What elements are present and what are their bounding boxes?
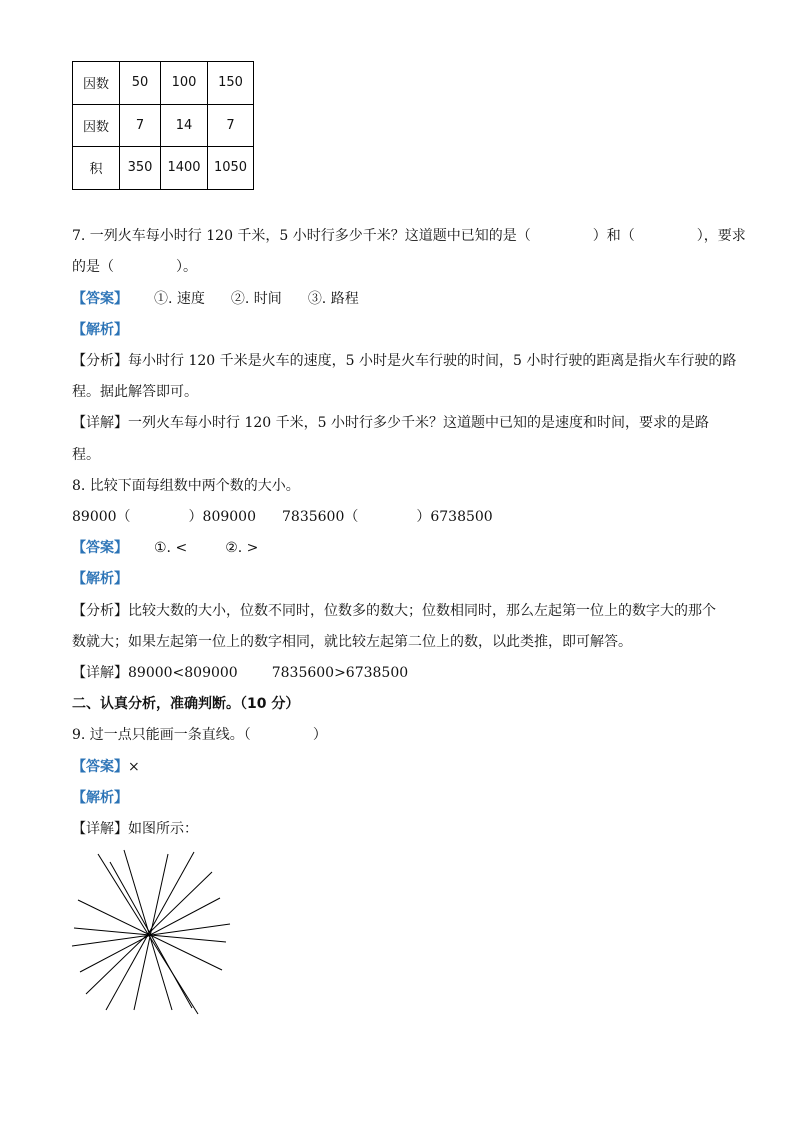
- table-cell: 350: [120, 147, 161, 190]
- q7-question-line2: [72, 258, 732, 276]
- fenxi-text: 程。据此解答即可。: [72, 384, 198, 400]
- analysis-tag: 【解析】: [72, 790, 128, 806]
- q7-question-line1: [72, 227, 746, 245]
- q7-fenxi-line1: [72, 352, 737, 370]
- detail-tag: 【详解】: [72, 665, 128, 681]
- fenxi-text: 每小时行 120 千米是火车的速度，5 小时是火车行驶的时间，5 小时行驶的距离是指火车行驶的路: [128, 353, 737, 369]
- q8-answer: [72, 539, 732, 557]
- q7-text: ）和（: [592, 228, 635, 244]
- answer-item: ③. 路程: [307, 291, 359, 307]
- detail-tag: 【详解】: [72, 821, 128, 837]
- lines-through-point-figure: [70, 848, 240, 1018]
- figure-line: [134, 854, 168, 1010]
- table-row: [73, 62, 254, 105]
- answer-tag: 【答案】: [72, 291, 128, 307]
- detail-text: 7835600>6738500: [271, 665, 409, 681]
- fenxi-text: 数就大；如果左起第一位上的数字相同，就比较左起第二位上的数，以此类推，即可解答。: [72, 634, 632, 650]
- q8-question: [72, 477, 732, 495]
- q8-text: 8. 比较下面每组数中两个数的大小。: [72, 478, 300, 494]
- q7-detail-line1: [72, 414, 732, 432]
- table-row: [73, 147, 254, 190]
- table-cell: 100: [161, 62, 208, 105]
- q8-fenxi-line1: [72, 602, 732, 620]
- q7-text: ），要求: [696, 228, 746, 244]
- q7-analysis: [72, 321, 732, 339]
- q8-text: 7835600（: [282, 509, 359, 525]
- table-cell: 50: [120, 62, 161, 105]
- table-cell: 7: [120, 104, 161, 147]
- section-title: 二、认真分析，准确判断。（10 分）: [72, 696, 300, 712]
- q9-text: ）: [312, 727, 327, 743]
- q8-text: ）809000: [188, 509, 256, 525]
- fenxi-tag: 【分析】: [72, 353, 128, 369]
- q9-question: [72, 726, 732, 744]
- answer-item: ①. <: [154, 540, 188, 556]
- table-cell: 150: [208, 62, 254, 105]
- answer-tag: 【答案】: [72, 540, 128, 556]
- q8-fenxi-line2: [72, 633, 732, 651]
- figure-line: [110, 862, 192, 1008]
- q9-answer: [72, 758, 732, 776]
- answer-item: ②. >: [225, 540, 259, 556]
- q7-detail-line2: [72, 446, 732, 464]
- q8-numbers: [72, 508, 732, 526]
- detail-tag: 【详解】: [72, 415, 128, 431]
- answer-item: ②. 时间: [230, 291, 282, 307]
- q8-analysis: [72, 570, 732, 588]
- table-cell: 1050: [208, 147, 254, 190]
- q7-fenxi-line2: [72, 383, 732, 401]
- detail-text: 89000<809000: [128, 665, 238, 681]
- fenxi-tag: 【分析】: [72, 603, 128, 619]
- table-cell: 积: [73, 147, 120, 190]
- answer-item: ①. 速度: [154, 291, 205, 307]
- table-row: [73, 104, 254, 147]
- q7-text: 7. 一列火车每小时行 120 千米，5 小时行多少千米？这道题中已知的是（: [72, 228, 531, 244]
- figure-line: [86, 872, 212, 994]
- answer-tag: 【答案】: [72, 759, 128, 775]
- figure-line: [80, 898, 220, 972]
- q9-detail: [72, 820, 732, 838]
- q8-detail: [72, 664, 732, 682]
- analysis-tag: 【解析】: [72, 571, 128, 587]
- detail-text: 程。: [72, 447, 100, 463]
- factor-table: [72, 61, 254, 190]
- detail-text: 一列火车每小时行 120 千米，5 小时行多少千米？这道题中已知的是速度和时间，要求的是路: [128, 415, 709, 431]
- q8-text: 89000（: [72, 509, 131, 525]
- q7-answer: [72, 290, 732, 308]
- q9-text: 9. 过一点只能画一条直线。（: [72, 727, 251, 743]
- fenxi-text: 比较大数的大小，位数不同时，位数多的数大；位数相同时，那么左起第一位上的数字大的那个: [128, 603, 716, 619]
- analysis-tag: 【解析】: [72, 322, 128, 338]
- q7-text: ）。: [176, 259, 197, 275]
- table-cell: 因数: [73, 62, 120, 105]
- table-cell: 7: [208, 104, 254, 147]
- q7-text: 的是（: [72, 259, 114, 275]
- table-cell: 14: [161, 104, 208, 147]
- table-cell: 1400: [161, 147, 208, 190]
- table-cell: 因数: [73, 104, 120, 147]
- answer-item: ×: [128, 759, 140, 775]
- q9-analysis: [72, 789, 732, 807]
- detail-text: 如图所示：: [128, 821, 198, 837]
- q8-text: ）6738500: [416, 509, 493, 525]
